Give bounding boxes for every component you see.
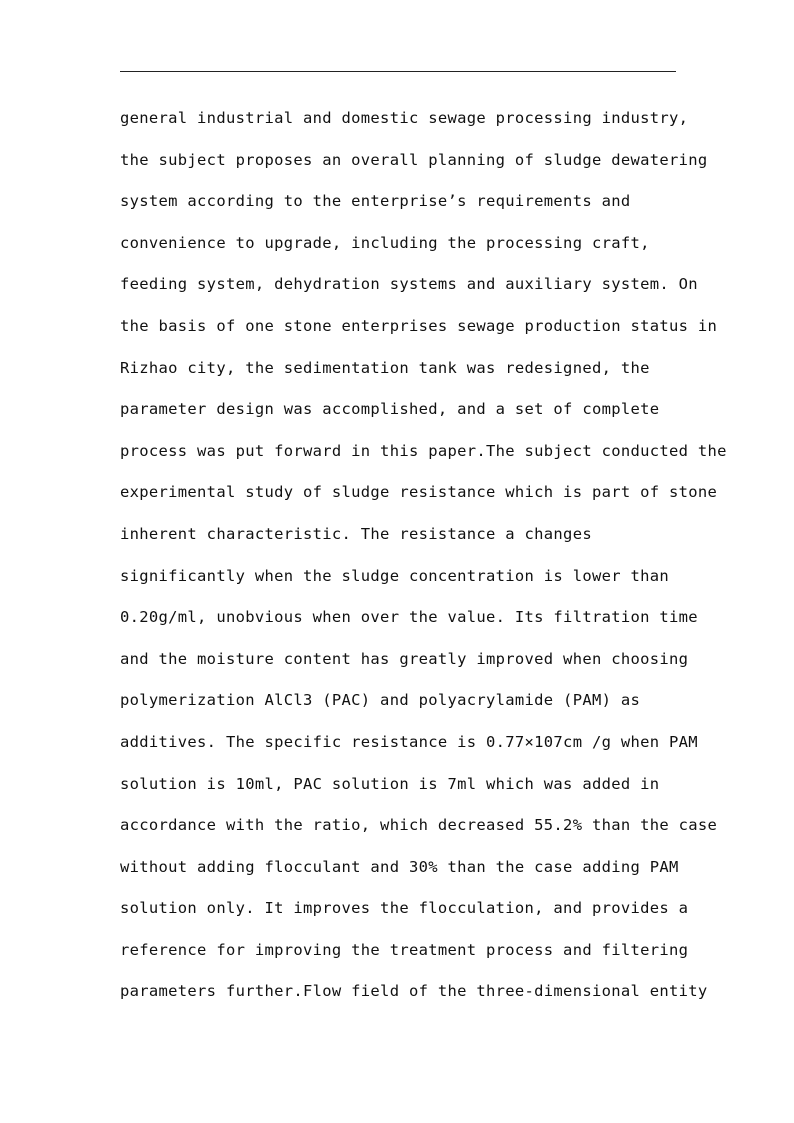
text-line: Rizhao city, the sedimentation tank was redesigned, the (120, 358, 650, 377)
text-line: process was put forward in this paper.The subject conducted the (120, 441, 727, 460)
text-line: the basis of one stone enterprises sewage production status in (120, 316, 718, 335)
header-rule (120, 71, 676, 72)
text-line: additives. The specific resistance is 0.77×107cm /g when PAM (120, 732, 698, 751)
text-line: inherent characteristic. The resistance a changes (120, 524, 592, 543)
text-line: parameters further.Flow field of the three-dimensional entity (120, 982, 708, 1001)
text-line: the subject proposes an overall planning of sludge dewatering (120, 150, 708, 169)
text-line: parameter design was accomplished, and a set of complete (120, 400, 660, 419)
text-line: solution is 10ml, PAC solution is 7ml which was added in (120, 774, 660, 793)
text-line: feeding system, dehydration systems and auxiliary system. On (120, 275, 698, 294)
text-line: without adding flocculant and 30% than the case adding PAM (120, 857, 679, 876)
text-line: accordance with the ratio, which decreased 55.2% than the case (120, 816, 718, 835)
text-line: system according to the enterprise’s requirements and (120, 192, 631, 211)
text-line: and the moisture content has greatly improved when choosing (120, 649, 689, 668)
text-line: general industrial and domestic sewage processing industry, (120, 109, 689, 127)
text-line: significantly when the sludge concentration is lower than (120, 566, 670, 585)
text-line: reference for improving the treatment process and filtering (120, 940, 689, 959)
text-line: experimental study of sludge resistance which is part of stone (120, 483, 718, 502)
text-line: solution only. It improves the flocculation, and provides a (120, 899, 689, 918)
text-line: polymerization AlCl3 (PAC) and polyacrylamide (PAM) as (120, 691, 641, 710)
text-line: convenience to upgrade, including the processing craft, (120, 233, 650, 252)
abstract-body (120, 104, 727, 1019)
text-line: 0.20g/ml, unobvious when over the value. Its filtration time (120, 608, 698, 627)
